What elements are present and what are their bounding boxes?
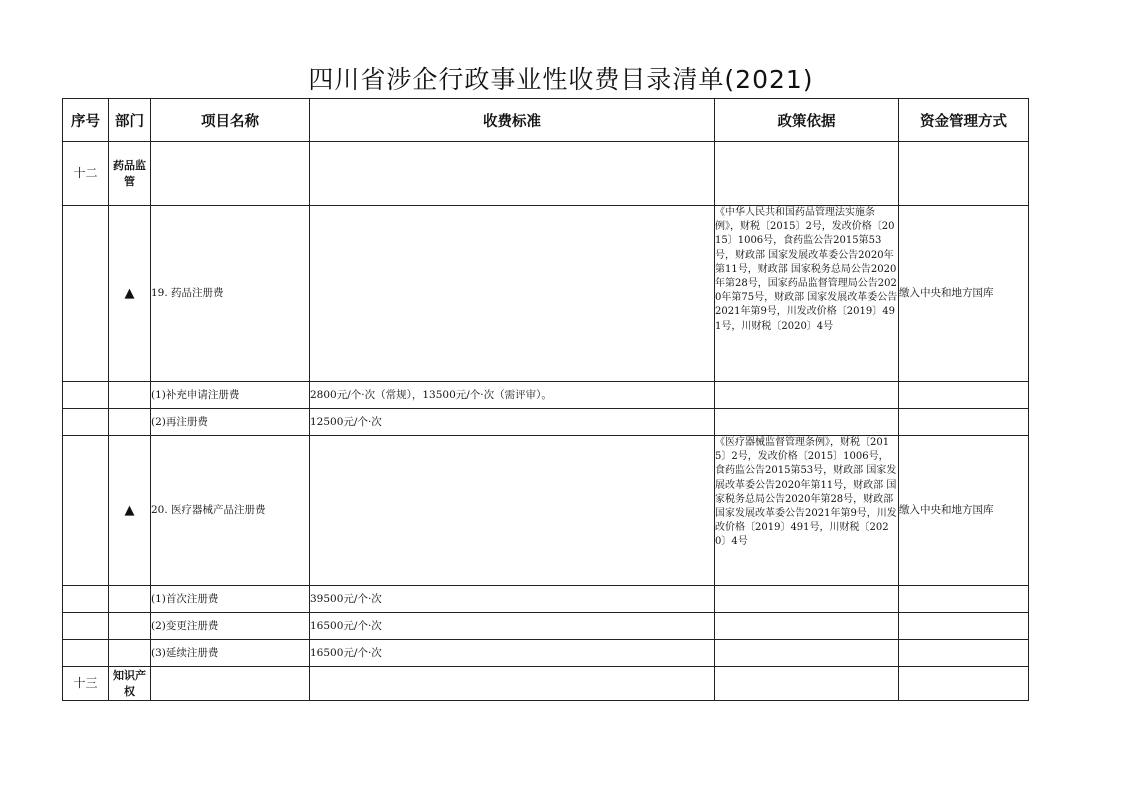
item-19-sub-row xyxy=(63,409,1029,436)
item-19-basis: 《中华人民共和国药品管理法实施条例》，财税〔2015〕2号，发改价格〔2015〕1006号，食药监公告2015第53号，财政部 国家发展改革委公告2020年第11号，财政部 国家税务总局公告2020年第28号，国家药品监督管理局公告2020年第75号，财政部 国家发展改革委公告2021年第9号，川发改价格〔2019〕491号，川财税〔2020〕4号 xyxy=(715,206,899,382)
item-20-sub-row xyxy=(63,613,1029,640)
section-row-13 xyxy=(63,667,1029,701)
item-19-sub-2-name: (2)再注册费 xyxy=(151,409,310,436)
item-20-sub-3-name: (3)延续注册费 xyxy=(151,640,310,667)
item-20-sub-3-standard: 16500元/个·次 xyxy=(310,640,715,667)
item-20-basis: 《医疗器械监督管理条例》，财税〔2015〕2号，发改价格〔2015〕1006号，食药监公告2015第53号，财政部 国家发展改革委公告2020年第11号，财政部 国家税务总局公告2020年第28号，财政部 国家发展改革委公告2021年第9号，川发改价格〔2019〕491号，川财税〔2020〕4号 xyxy=(715,436,899,586)
page-title: 四川省涉企行政事业性收费目录清单(2021) xyxy=(308,65,814,94)
header-dept: 部门 xyxy=(109,99,151,142)
header-item: 项目名称 xyxy=(151,99,310,142)
item-row-20 xyxy=(63,436,1029,586)
item-20-sub-1-name: (1)首次注册费 xyxy=(151,586,310,613)
header-fund: 资金管理方式 xyxy=(899,99,1029,142)
item-20-sub-2-standard: 16500元/个·次 xyxy=(310,613,715,640)
header-standard: 收费标准 xyxy=(310,99,715,142)
item-20-sub-row xyxy=(63,640,1029,667)
item-20-fund: 缴入中央和地方国库 xyxy=(899,436,1029,586)
section-12-dept: 药品监管 xyxy=(109,142,151,206)
item-20-sub-1-standard: 39500元/个·次 xyxy=(310,586,715,613)
item-20-sub-2-name: (2)变更注册费 xyxy=(151,613,310,640)
item-19-sub-1-name: (1)补充申请注册费 xyxy=(151,382,310,409)
item-19-fund: 缴入中央和地方国库 xyxy=(899,206,1029,382)
table-header-row xyxy=(63,99,1029,142)
header-seq: 序号 xyxy=(63,99,109,142)
item-20-name: 20. 医疗器械产品注册费 xyxy=(151,436,310,586)
header-basis: 政策依据 xyxy=(715,99,899,142)
section-13-dept: 知识产权 xyxy=(109,667,151,701)
item-19-sub-row xyxy=(63,382,1029,409)
item-20-marker: ▲ xyxy=(109,436,151,586)
item-19-name: 19. 药品注册费 xyxy=(151,206,310,382)
item-20-sub-row xyxy=(63,586,1029,613)
item-19-marker: ▲ xyxy=(109,206,151,382)
section-row-12 xyxy=(63,142,1029,206)
section-13-seq: 十三 xyxy=(63,667,109,701)
item-19-sub-2-standard: 12500元/个·次 xyxy=(310,409,715,436)
section-12-seq: 十二 xyxy=(63,142,109,206)
item-19-sub-1-standard: 2800元/个·次（常规），13500元/个·次（需评审）。 xyxy=(310,382,715,409)
fee-catalog-table xyxy=(62,98,1029,701)
item-row-19 xyxy=(63,206,1029,382)
